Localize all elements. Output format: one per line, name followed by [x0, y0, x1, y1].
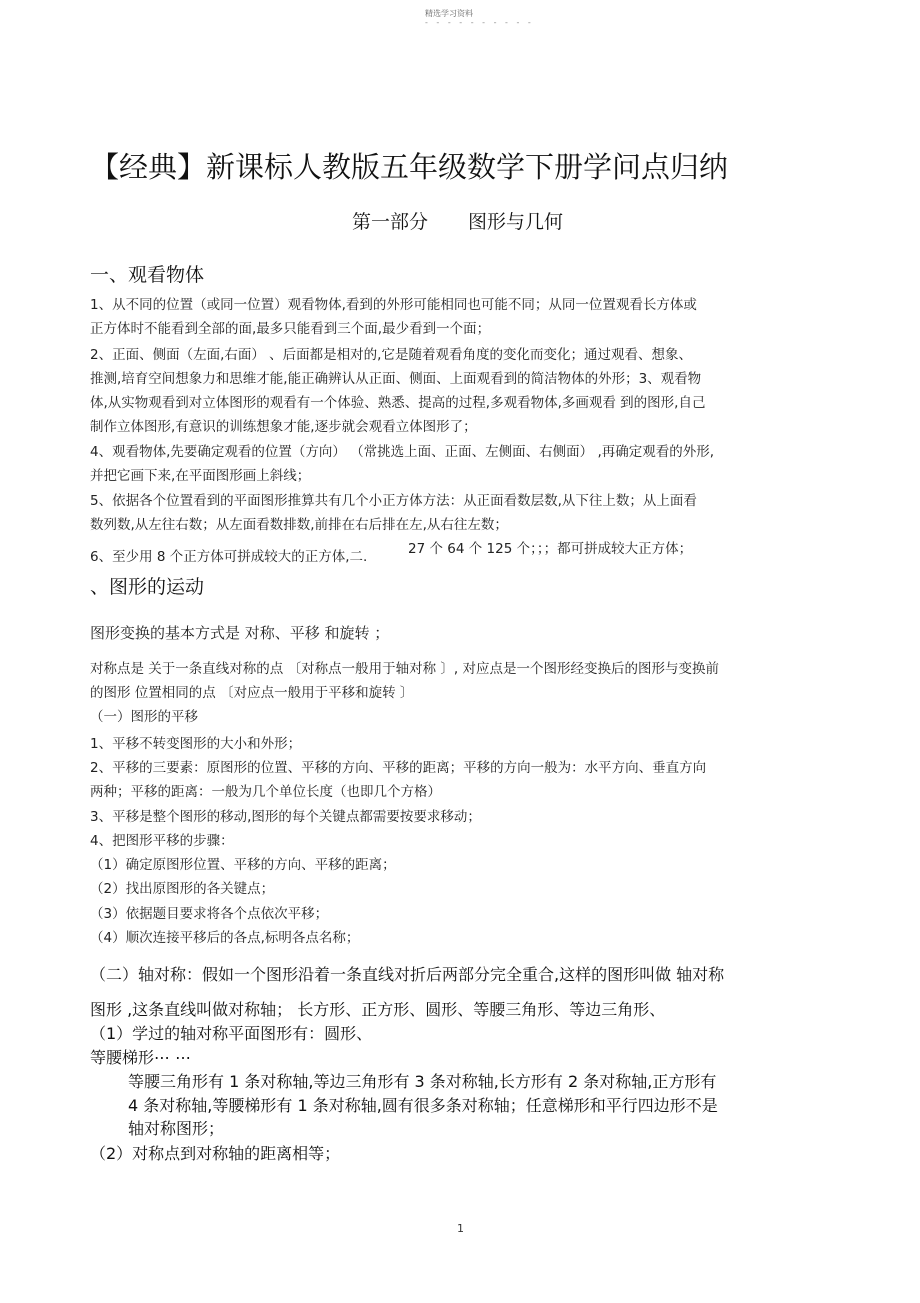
paragraph-line: 6、至少用 8 个正方体可拼成较大的正方体,二. [90, 549, 368, 565]
paragraph-line: 图形 ,这条直线叫做对称轴； 长方形、正方形、圆形、等腰三角形、等边三角形、 [90, 1000, 666, 1019]
header-dashes: - - - - - - - - - - [425, 18, 534, 27]
paragraph-line: 轴对称图形； [128, 1119, 225, 1138]
paragraph-line: 的图形 位置相同的点 〔对应点一般用于平移和旋转 〕 [90, 685, 414, 701]
paragraph-line: 正方体时不能看到全部的面,最多只能看到三个面,最少看到一个面； [90, 321, 491, 337]
paragraph-line: （4）顺次连接平移后的各点,标明各点名称； [90, 930, 360, 946]
paragraph-line: 5、依据各个位置看到的平面图形推算共有几个小正方体方法：从正面看数层数,从下往上数；从上面看 [90, 493, 697, 509]
subsection-heading: （一）图形的平移 [90, 709, 198, 725]
paragraph-line: 4、观看物体,先要确定观看的位置（方向） （常挑选上面、正面、左侧面、右侧面） ,再确定观看的外形, [90, 444, 715, 460]
paragraph-line: 4、把图形平移的步骤： [90, 833, 234, 849]
paragraph-line: （3）依据题目要求将各个点依次平移； [90, 906, 329, 922]
paragraph-line: 1、平移不转变图形的大小和外形； [90, 736, 302, 752]
paragraph-line: 等腰三角形有 1 条对称轴,等边三角形有 3 条对称轴,长方形有 2 条对称轴,正方形有 [128, 1072, 717, 1091]
paragraph-line: 3、平移是整个图形的移动,图形的每个关键点都需要按要求移动； [90, 809, 481, 825]
part-name: 图形与几何 [468, 211, 564, 233]
part-heading [352, 207, 563, 234]
paragraph-line: 1、从不同的位置（或同一位置）观看物体,看到的外形可能相同也可能不同；从同一位置观看长方体或 [90, 297, 697, 313]
paragraph-line: 并把它画下来,在平面图形画上斜线； [90, 468, 311, 484]
part-label: 第一部分 [352, 211, 429, 233]
document-title: 【经典】新课标人教版五年级数学下册学问点归纳 [90, 150, 729, 184]
paragraph-line: 对称点是 关于一条直线对称的点 〔对称点一般用于轴对称 〕, 对应点是一个图形经变换后的图形与变换前 [90, 661, 719, 677]
paragraph-line: 推测,培育空间想象力和思维才能,能正确辨认从正面、侧面、上面观看到的简洁物体的外形；3、观看物 [90, 371, 702, 387]
section-heading-observe: 一、观看物体 [90, 264, 205, 286]
paragraph-line: 2、正面、侧面（左面,右面） 、后面都是相对的,它是随着观看角度的变化而变化；通过观看、想象、 [90, 347, 692, 363]
paragraph-intro: 图形变换的基本方式是 对称、平移 和旋转 ； [90, 624, 390, 642]
page-number: 1 [457, 1222, 464, 1235]
paragraph-line: 27 个 64 个 125 个；；；都可拼成较大正方体； [408, 541, 693, 557]
header-label: 精选学习资料 [425, 9, 473, 18]
paragraph-line: 2、平移的三要素：原图形的位置、平移的方向、平移的距离；平移的方向一般为：水平方向、垂直方向 [90, 760, 707, 776]
paragraph-line: 4 条对称轴,等腰梯形有 1 条对称轴,圆有很多条对称轴；任意梯形和平行四边形不是 [128, 1096, 718, 1115]
paragraph-line: 两种；平移的距离：一般为几个单位长度（也即几个方格） [90, 784, 441, 800]
paragraph-line: （1）确定原图形位置、平移的方向、平移的距离； [90, 857, 396, 873]
paragraph-line: 制作立体图形,有意识的训练想象才能,逐步就会观看立体图形了； [90, 419, 477, 435]
paragraph-line: （2）找出原图形的各关键点； [90, 881, 275, 897]
section-heading-motion: 、图形的运动 [90, 576, 205, 598]
paragraph-line: （2）对称点到对称轴的距离相等； [90, 1144, 341, 1163]
paragraph-line: （二）轴对称：假如一个图形沿着一条直线对折后两部分完全重合,这样的图形叫做 轴对称 [90, 965, 725, 984]
paragraph-line: 等腰梯形⋯ ⋯ [90, 1048, 192, 1067]
paragraph-line: 体,从实物观看到对立体图形的观看有一个体验、熟悉、提高的过程,多观看物体,多画观看 到的图形,自己 [90, 395, 706, 411]
paragraph-line: 数列数,从左往右数；从左面看数排数,前排在右后排在左,从右往左数； [90, 517, 508, 533]
paragraph-line: （1）学过的轴对称平面图形有：圆形、 [90, 1024, 373, 1043]
